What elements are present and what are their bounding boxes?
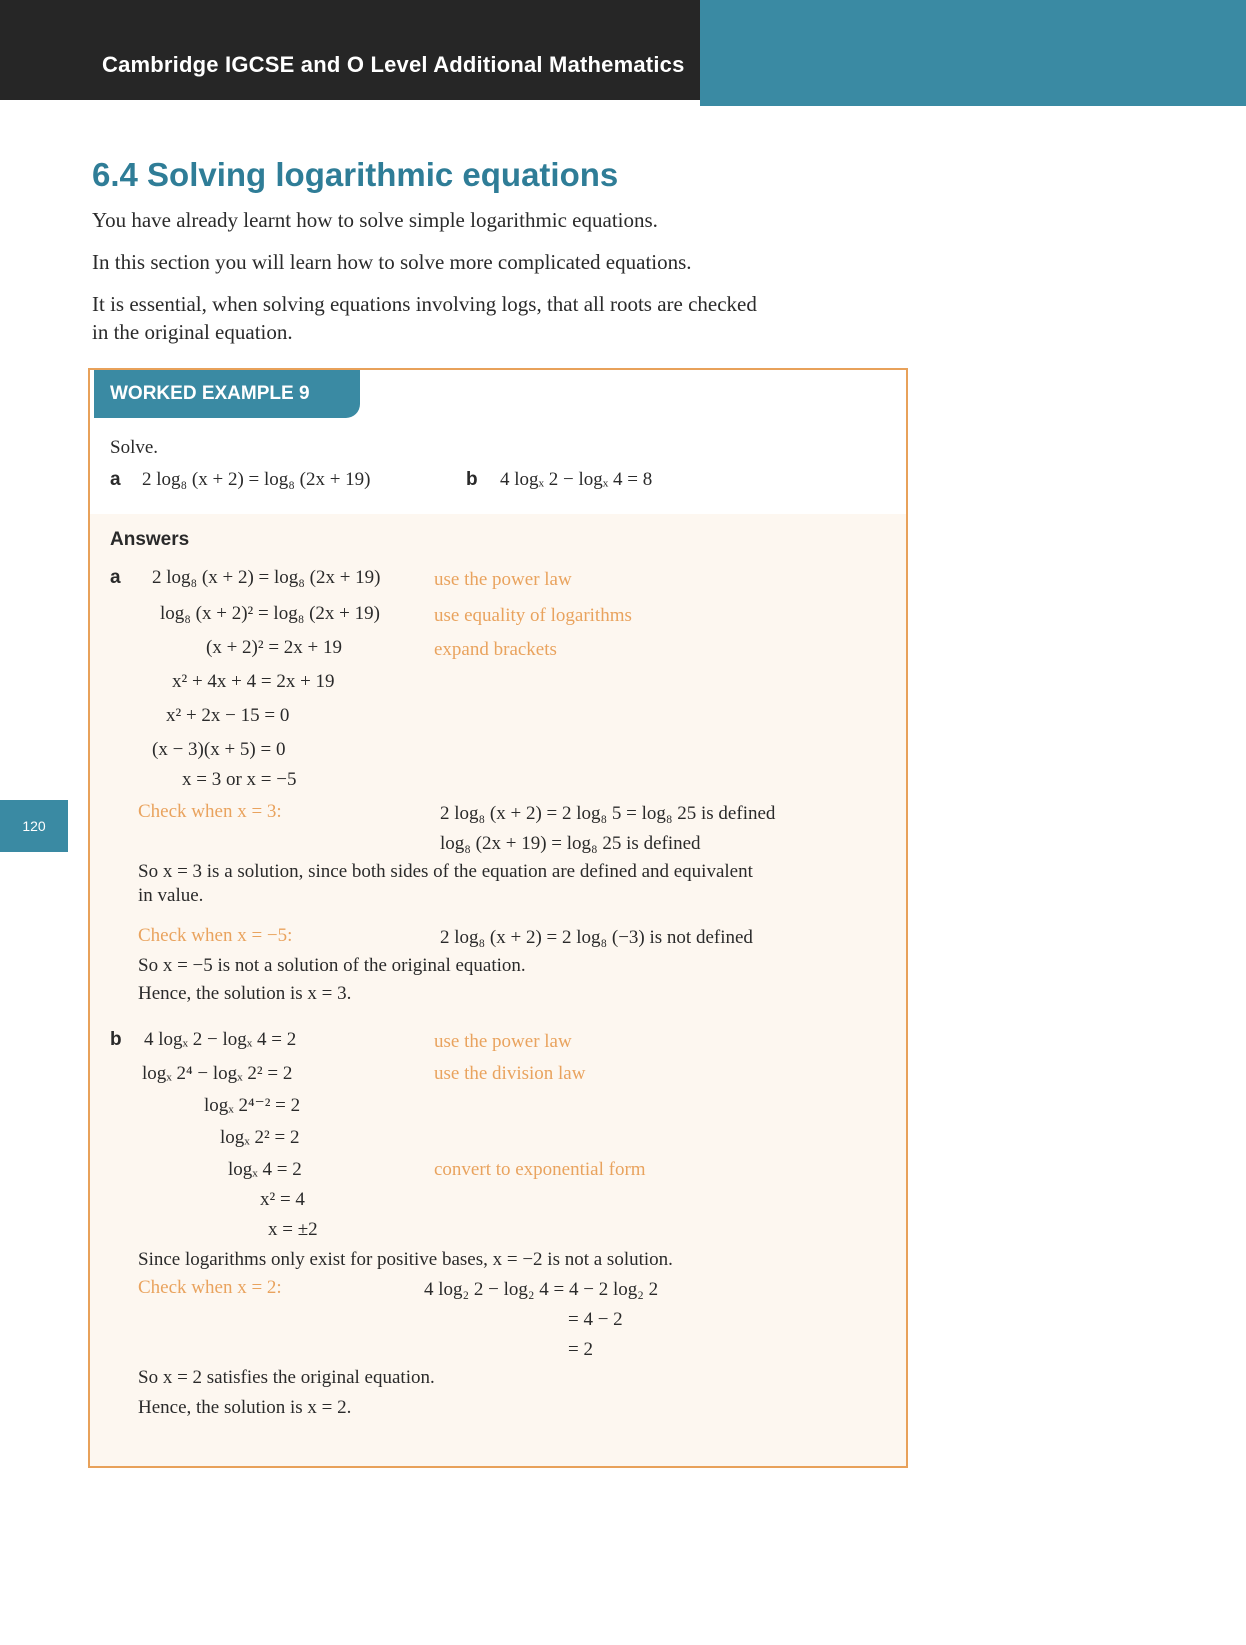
page-number: 120 [0, 800, 68, 852]
book-title: Cambridge IGCSE and O Level Additional Mathematics [102, 52, 685, 77]
answer-a-line-6: (x − 3)(x + 5) = 0 [152, 739, 286, 760]
check-b-line-3: = 2 [568, 1339, 593, 1360]
conclusion-a-1-cont: in value. [138, 885, 204, 906]
answer-b-line-4: logₓ 2² = 2 [220, 1127, 300, 1148]
answer-a-line-2: log₈ (x + 2)² = log₈ (2x + 19) [160, 603, 380, 624]
question-a-label: a [110, 469, 121, 490]
answer-a-line-7: x = 3 or x = −5 [182, 769, 297, 790]
answer-a-label: a [110, 567, 121, 588]
question-a: 2 log₈ (x + 2) = log₈ (2x + 19) [142, 469, 371, 490]
intro-paragraph-1: You have already learnt how to solve simple logarithmic equations. [92, 208, 658, 232]
answer-b-line-6: x² = 4 [260, 1189, 305, 1210]
note-b-power-law: use the power law [434, 1031, 572, 1052]
conclusion-b: So x = 2 satisfies the original equation. [138, 1367, 435, 1388]
note-a-expand: expand brackets [434, 639, 557, 660]
check-a-label-1: Check when x = 3: [138, 801, 282, 822]
check-a-line-1: 2 log₈ (x + 2) = 2 log₈ 5 = log₈ 25 is defined [440, 803, 776, 824]
note-b-exponential: convert to exponential form [434, 1159, 646, 1180]
check-a-line-3: 2 log₈ (x + 2) = 2 log₈ (−3) is not defined [440, 927, 753, 948]
intro-paragraph-3-line-2: in the original equation. [92, 320, 293, 344]
worked-example-box [88, 368, 908, 1468]
question-b-label: b [466, 469, 478, 490]
conclusion-a-1: So x = 3 is a solution, since both sides of the equation are defined and equivalent [138, 861, 753, 882]
check-b-line-1: 4 log₂ 2 − log₂ 4 = 4 − 2 log₂ 2 [424, 1279, 659, 1300]
conclusion-a-2: So x = −5 is not a solution of the original equation. [138, 955, 526, 976]
check-b-label: Check when x = 2: [138, 1277, 282, 1298]
check-b-line-2: = 4 − 2 [568, 1309, 623, 1330]
intro-paragraph-2: In this section you will learn how to solve more complicated equations. [92, 250, 692, 274]
intro-paragraph-3-line-1: It is essential, when solving equations involving logs, that all roots are checked [92, 292, 757, 316]
answer-a-line-3: (x + 2)² = 2x + 19 [206, 637, 342, 658]
answer-b-line-7: x = ±2 [268, 1219, 318, 1240]
solve-prompt: Solve. [110, 437, 159, 458]
answer-b-line-3: logₓ 2⁴⁻² = 2 [204, 1095, 301, 1116]
check-a-label-2: Check when x = −5: [138, 925, 293, 946]
answers-heading: Answers [110, 529, 190, 550]
since-b: Since logarithms only exist for positive bases, x = −2 is not a solution. [138, 1249, 673, 1270]
note-b-division-law: use the division law [434, 1063, 586, 1084]
header-band-dark [0, 0, 700, 100]
check-a-line-2: log₈ (2x + 19) = log₈ 25 is defined [440, 833, 701, 854]
note-a-equality: use equality of logarithms [434, 605, 632, 626]
header-band-teal [700, 0, 1246, 106]
section-title: 6.4 Solving logarithmic equations [92, 156, 619, 193]
answer-a-line-5: x² + 2x − 15 = 0 [166, 705, 290, 726]
final-b: Hence, the solution is x = 2. [138, 1397, 352, 1418]
answer-a-line-4: x² + 4x + 4 = 2x + 19 [172, 671, 335, 692]
answer-b-line-1: 4 logₓ 2 − logₓ 4 = 2 [144, 1029, 297, 1050]
note-a-power-law: use the power law [434, 569, 572, 590]
worked-example-label: WORKED EXAMPLE 9 [94, 370, 360, 418]
answer-b-line-5: logₓ 4 = 2 [228, 1159, 302, 1180]
answer-a-line-1: 2 log₈ (x + 2) = log₈ (2x + 19) [152, 567, 381, 588]
answer-b-line-2: logₓ 2⁴ − logₓ 2² = 2 [142, 1063, 293, 1084]
final-a: Hence, the solution is x = 3. [138, 983, 352, 1004]
answer-b-label: b [110, 1029, 122, 1050]
question-b: 4 logₓ 2 − logₓ 4 = 8 [500, 469, 653, 490]
